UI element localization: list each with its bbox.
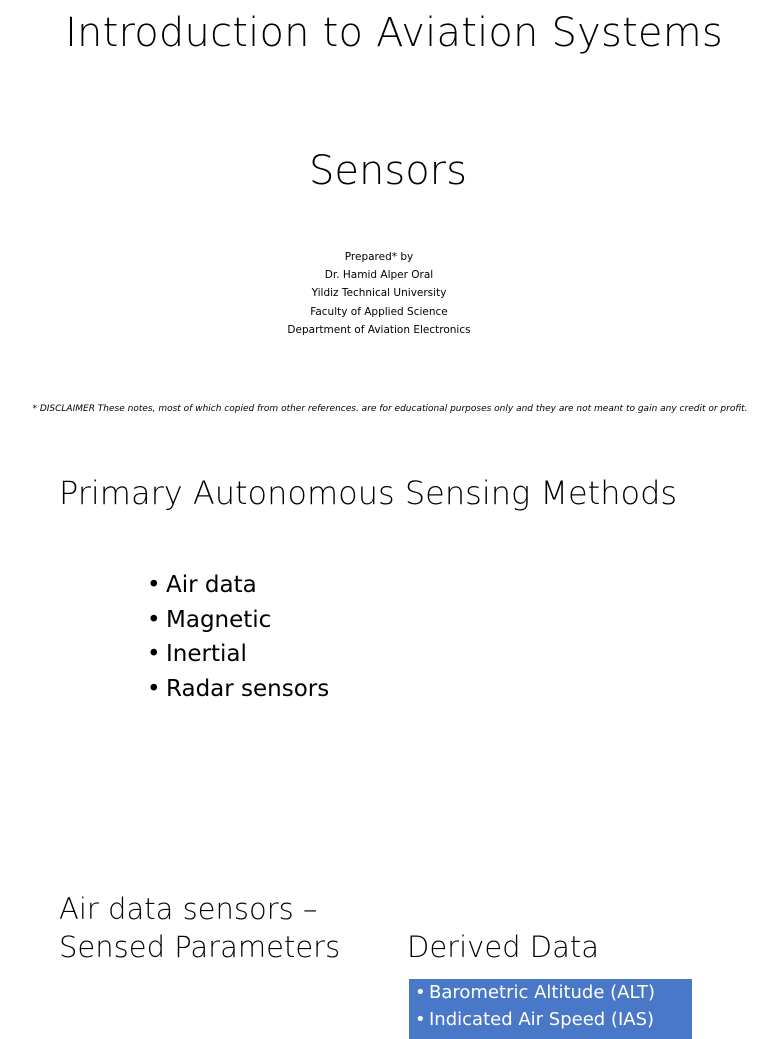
bullet-icon: • [147, 676, 161, 703]
credit-line: Yildiz Technical University [311, 287, 447, 300]
list-item: • Inertial [147, 637, 329, 672]
author-credits [0, 248, 758, 339]
credit-line: Faculty of Applied Science [310, 305, 448, 318]
credit-line: Prepared* by [344, 251, 414, 263]
heading-line: Air data sensors – [59, 892, 318, 926]
bullet-icon: • [415, 1009, 426, 1030]
derived-data-heading: Derived Data [407, 930, 600, 964]
bullet-icon: • [147, 572, 161, 598]
presentation-title: Introduction to Aviation Systems [65, 10, 723, 56]
bullet-icon: • [147, 606, 161, 633]
credit-line: Dr. Hamid Alper Oral [324, 269, 434, 282]
credit-line: Department of Aviation Electronics [287, 323, 471, 336]
heading-line: Sensed Parameters [59, 930, 341, 964]
list-item: • Barometric Altitude (ALT) [415, 979, 692, 1006]
derived-data-list [415, 979, 692, 1033]
list-item: • Radar sensors [147, 672, 329, 707]
list-item: • Magnetic [147, 603, 329, 638]
bullet-icon: • [147, 641, 161, 668]
sensing-methods-list [147, 568, 329, 707]
disclaimer-text: * DISCLAIMER These notes, most of which copied from other references. are for educational purposes only and they are not meant to gain any credit or profit. [32, 404, 748, 414]
list-item: • Indicated Air Speed (IAS) [415, 1006, 692, 1033]
bullet-icon: • [415, 982, 426, 1003]
presentation-subtitle: Sensors [309, 148, 467, 194]
slide-heading: Primary Autonomous Sensing Methods [59, 474, 678, 512]
list-item: • Air data [147, 568, 329, 603]
derived-data-box [409, 979, 692, 1039]
slide-heading [59, 890, 340, 966]
